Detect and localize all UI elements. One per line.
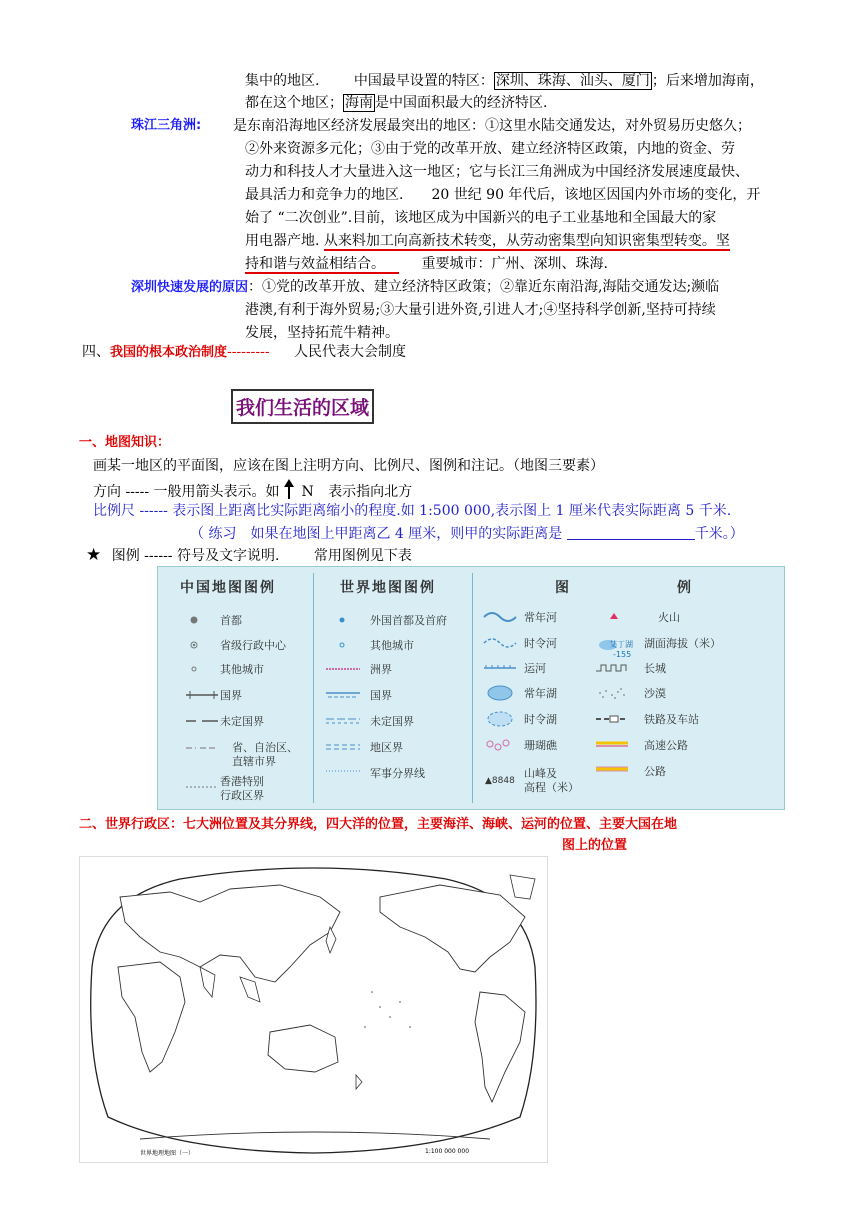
world-legend-symbols bbox=[326, 611, 366, 791]
world-legend-heading: 世界地图图例 bbox=[340, 580, 436, 596]
text: （ 练习 如果在地图上甲距离乙 4 厘米，则甲的实际距离是 bbox=[190, 526, 563, 542]
practice-line bbox=[190, 525, 744, 543]
text: 都在这个地区； bbox=[245, 95, 343, 111]
legend-national-border: 国界 bbox=[220, 689, 242, 702]
prd-line-2: ②外来资源多元化；③由于党的改革开放、建立经济特区政策，内地的资金、劳 bbox=[245, 141, 735, 157]
legend-provincial-center: 省级行政中心 bbox=[220, 639, 286, 652]
legend-peak-1: 山峰及 bbox=[524, 767, 557, 780]
china-legend-heading: 中国地图图例 bbox=[180, 580, 276, 596]
legend-province-border-1: 省、自治区、 bbox=[232, 741, 298, 754]
legend-other-city: 其他城市 bbox=[220, 663, 264, 676]
text: 表示指向北方 bbox=[328, 484, 413, 500]
legend-line bbox=[86, 546, 412, 565]
legend-seasonal-river: 时令河 bbox=[524, 637, 557, 650]
section-number: 四、 bbox=[82, 344, 110, 360]
legend-seasonal-lake: 时令湖 bbox=[524, 713, 557, 726]
shenzhen-label: 深圳快速发展的原因 bbox=[131, 280, 249, 295]
section-2-line-2: 图上的位置 bbox=[562, 838, 628, 853]
text: 千米。） bbox=[694, 526, 744, 542]
legend-volcano: 火山 bbox=[658, 611, 680, 624]
north-label: N bbox=[301, 484, 314, 500]
map-legend-table bbox=[157, 566, 785, 810]
text: 是中国面积最大的经济特区. bbox=[375, 95, 548, 111]
prd-line-6 bbox=[245, 232, 730, 250]
map-elements-line: 画某一地区的平面图，应该在图上注明方向、比例尺、图例和注记。（地图三要素） bbox=[93, 458, 604, 474]
prd-line-5: 始了 “二次创业”.目前，该地区成为中国新兴的电子工业基地和全国最大的家 bbox=[245, 210, 717, 226]
section-4 bbox=[82, 343, 406, 362]
divider bbox=[472, 573, 473, 803]
legend-great-wall: 长城 bbox=[644, 662, 666, 675]
shenzhen-line-3: 发展，坚持拓荒牛精神。 bbox=[245, 325, 399, 341]
shenzhen-line-1 bbox=[131, 278, 719, 297]
dashes: --------- bbox=[227, 344, 270, 360]
legend-hk-border-2: 行政区界 bbox=[220, 789, 264, 802]
north-arrow-icon bbox=[284, 479, 294, 497]
top-line-2 bbox=[245, 94, 547, 112]
text: 方向 ----- 一般用箭头表示。如 bbox=[93, 484, 280, 500]
prd-transform-underline: 从来料加工向高新技术转变，从劳动密集型向知识密集型转变。坚 bbox=[323, 233, 730, 249]
section-title: 我国的根本政治制度 bbox=[110, 345, 228, 360]
scale-line: 比例尺 ------ 表示图上距离比实际距离缩小的程度.如 1:500 000,表示图上 1 厘米代表实际距离 5 千米. bbox=[93, 503, 732, 519]
direction-line bbox=[93, 479, 412, 501]
lake-elevation-label: 艾丁湖 bbox=[609, 640, 633, 649]
legend-world-undetermined: 未定国界 bbox=[370, 715, 414, 728]
text: ；后来增加海南， bbox=[651, 73, 764, 89]
prd-cities: 重要城市：广州、深圳、珠海. bbox=[421, 256, 608, 272]
legend-capital: 首都 bbox=[220, 614, 242, 627]
legend-coral-reef: 珊瑚礁 bbox=[524, 739, 557, 752]
region-title: 我们生活的区域 bbox=[231, 389, 374, 424]
shenzhen-line-2: 港澳,有利于海外贸易;③大量引进外资,引进人才;④坚持科学创新,坚持可持续 bbox=[245, 302, 716, 318]
legend-heading-tu: 图 bbox=[555, 580, 571, 596]
hainan-box: 海南 bbox=[345, 95, 373, 111]
map-knowledge-heading: 一、地图知识： bbox=[79, 435, 171, 450]
legend-world-national-border: 国界 bbox=[370, 689, 392, 702]
legend-desert: 沙漠 bbox=[644, 687, 666, 700]
lake-elevation-value: -155 bbox=[613, 650, 632, 659]
peak-symbol: ▲8848 bbox=[485, 776, 515, 786]
world-outline-map bbox=[79, 856, 548, 1163]
legend-military-line: 军事分界线 bbox=[370, 767, 425, 780]
text: 二、世界行政区：七大洲位置及其分界线，四大洋的位置，主要海洋、海峡、运河的位置、主要大国在地 bbox=[79, 817, 678, 832]
physical-legend-symbols-2 bbox=[594, 607, 634, 803]
legend-region-border: 地区界 bbox=[370, 741, 403, 754]
physical-legend-symbols bbox=[482, 607, 522, 803]
legend-lake-elevation: 湖面海拔（米） bbox=[644, 637, 721, 650]
legend-railway: 铁路及车站 bbox=[644, 713, 699, 726]
map-scale: 1:100 000 000 bbox=[425, 1148, 470, 1155]
section-text: 人民代表大会制度 bbox=[294, 344, 407, 360]
legend-expressway: 高速公路 bbox=[644, 739, 688, 752]
star-icon: ★ bbox=[86, 545, 102, 565]
legend-canal: 运河 bbox=[524, 662, 546, 675]
prd-label: 珠江三角洲: bbox=[131, 118, 202, 133]
legend-heading-li: 例 bbox=[677, 580, 693, 596]
legend-continent-border: 洲界 bbox=[370, 663, 392, 676]
legend-foreign-capital: 外国首都及首府 bbox=[370, 614, 447, 627]
text: 集中的地区. bbox=[245, 73, 320, 89]
prd-line-3: 动力和科技人才大量进入这一地区；它与长江三角洲成为中国经济发展速度最快、 bbox=[245, 164, 749, 180]
map-caption: 世界地理地图（一） bbox=[140, 1150, 195, 1157]
legend-peak-2: 高程（米） bbox=[524, 781, 579, 794]
answer-blank[interactable] bbox=[567, 525, 695, 540]
legend-road: 公路 bbox=[644, 765, 666, 778]
prd-line-4: 最具活力和竞争力的地区. 20 世纪 90 年代后，该地区因国内外市场的变化，开 bbox=[245, 187, 761, 203]
prd-harmony-underline: 持和谐与效益相结合。 bbox=[245, 256, 399, 274]
text: 图例 ------ 符号及文字说明. bbox=[111, 548, 280, 564]
section-2-line-1 bbox=[79, 816, 677, 834]
text: 中国最早设置的特区： bbox=[353, 73, 494, 89]
top-line-1 bbox=[245, 72, 764, 90]
legend-perennial-river: 常年河 bbox=[524, 611, 557, 624]
divider bbox=[313, 573, 314, 803]
text: 常用图例见下表 bbox=[313, 548, 412, 564]
legend-province-border-2: 直辖市界 bbox=[232, 755, 276, 768]
special-zones-box: 深圳、珠海、汕头、厦门 bbox=[495, 73, 650, 89]
prd-line-1: 是东南沿海地区经济发展最突出的地区：①这里水陆交通发达，对外贸易历史悠久； bbox=[233, 118, 751, 134]
legend-undetermined-border: 未定国界 bbox=[220, 715, 264, 728]
text: 用电器产地. bbox=[245, 233, 320, 249]
text: ：①党的改革开放、建立经济特区政策；②靠近东南沿海,海陆交通发达;濒临 bbox=[248, 279, 720, 295]
legend-hk-border-1: 香港特别 bbox=[220, 775, 264, 788]
legend-world-city: 其他城市 bbox=[370, 639, 414, 652]
prd-line-7 bbox=[245, 255, 608, 273]
legend-perennial-lake: 常年湖 bbox=[524, 687, 557, 700]
